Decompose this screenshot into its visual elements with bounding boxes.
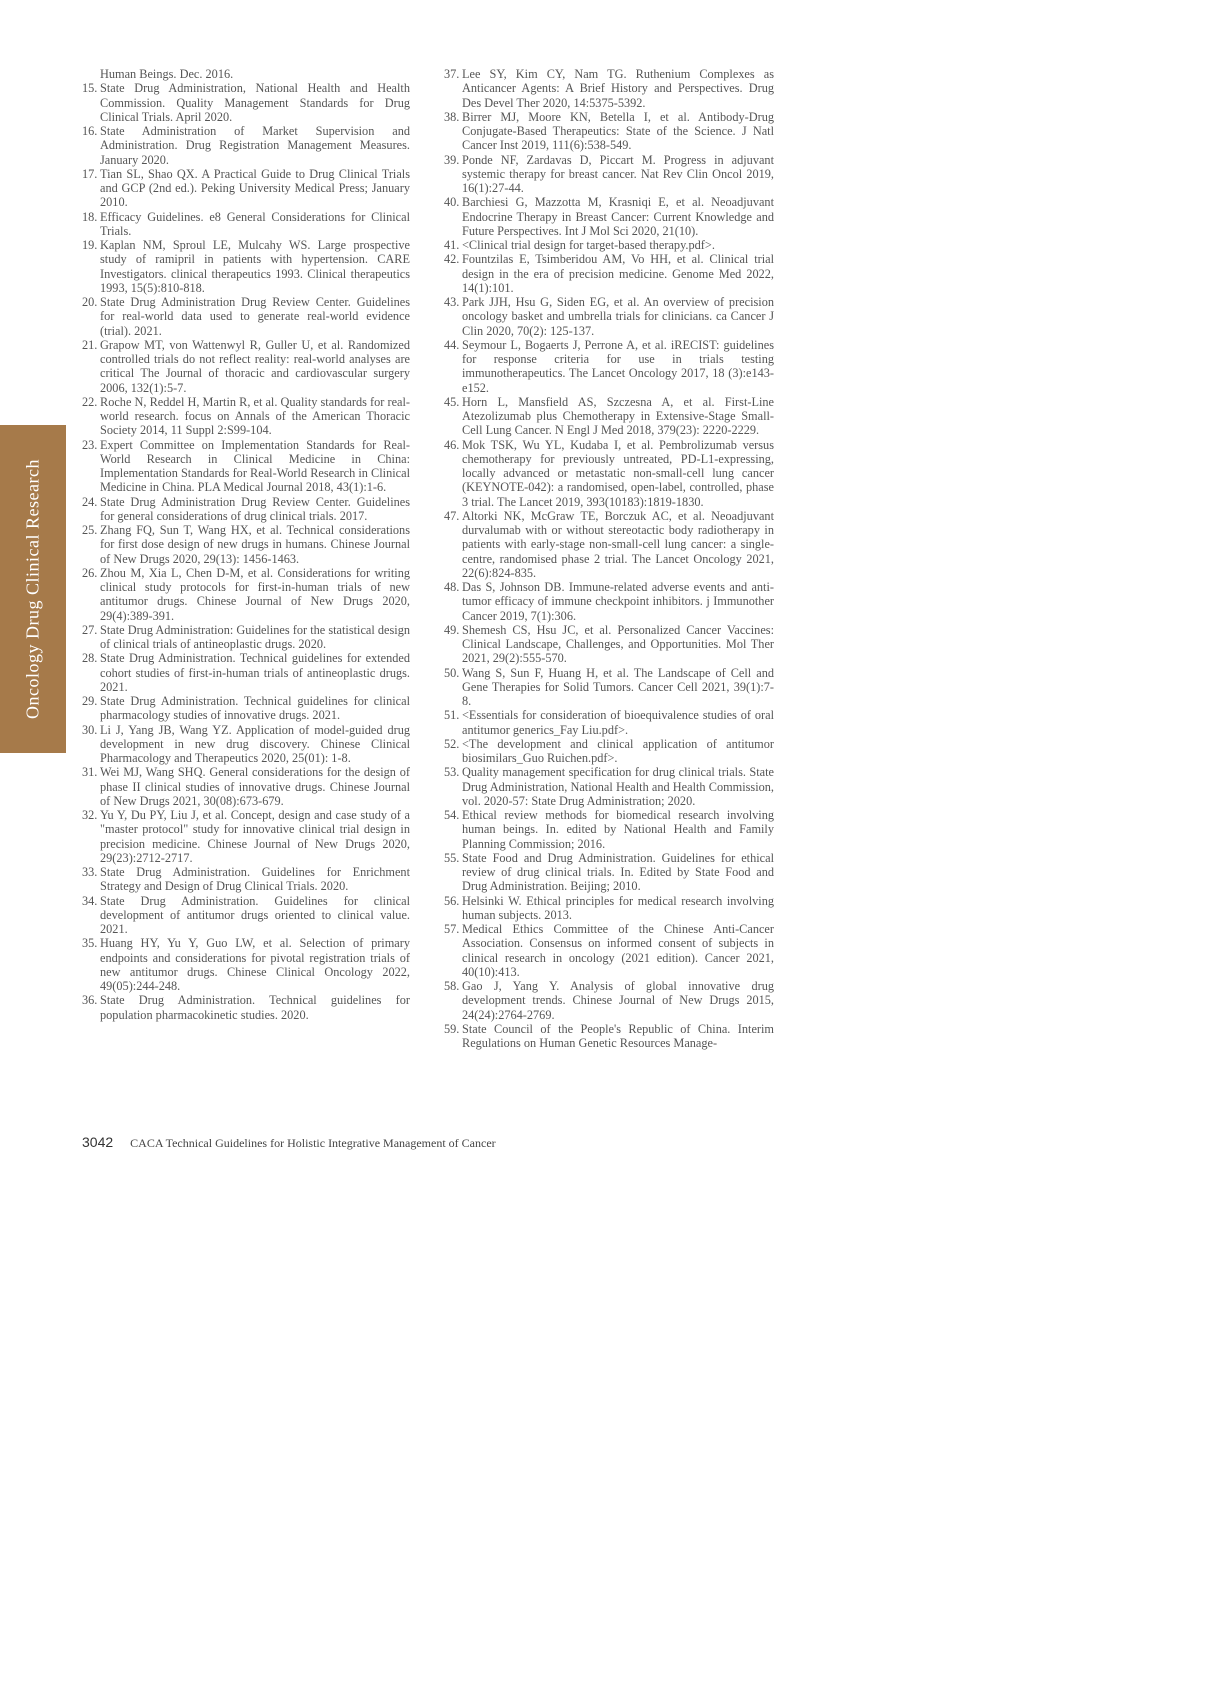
reference-item [82,81,410,124]
reference-item [444,851,774,894]
reference-number: 44. [444,337,460,352]
reference-number: 29. [82,694,98,708]
reference-text: State Food and Drug Administration. Guidelines for ethical review of drug clinical trials. In. Edited by State Food and Drug Administration. Beijing; 2010. [462,850,774,894]
reference-item [82,993,410,1022]
reference-number: 39. [444,152,460,167]
reference-item [444,395,774,438]
reference-item [444,979,774,1022]
reference-number: 19. [82,238,98,252]
reference-text: <Clinical trial design for target-based therapy.pdf>. [462,238,715,252]
reference-number: 37. [444,67,460,81]
reference-item [82,694,410,723]
reference-text: Park JJH, Hsu G, Siden EG, et al. An overview of precision oncology basket and umbrella trials for clinicians. ca Cancer J Clin 2020, 70(2): 125-137. [462,295,774,338]
reference-item [82,124,410,167]
reference-number: 48. [444,580,460,594]
reference-number: 55. [444,850,460,865]
reference-text: State Drug Administration. Technical guidelines for extended cohort studies of first-in-human trials of antineoplastic drugs. 2021. [100,651,410,694]
reference-number: 46. [444,437,460,452]
reference-text: Birrer MJ, Moore KN, Betella I, et al. Antibody-Drug Conjugate-Based Therapeutics: State of the Science. J Natl Cancer Inst 2019, 111(6):538-549. [462,109,774,153]
reference-text: Wei MJ, Wang SHQ. General considerations for the design of phase II clinical studies of innovative drugs. Chinese Journal of New Drugs 2021, 30(08):673-679. [100,765,410,808]
reference-item [82,338,410,395]
reference-item [444,252,774,295]
reference-text: Zhang FQ, Sun T, Wang HX, et al. Technical considerations for first dose design of new drugs in humans. Chinese Journal of New Drugs 2020, 29(13): 1456-1463. [100,523,410,566]
reference-text: State Drug Administration. Technical guidelines for population pharmacokinetic studies. 2020. [100,993,410,1022]
reference-text: State Drug Administration, National Health and Health Commission. Quality Management Standards for Drug Clinical Trials. April 2020. [100,81,410,124]
reference-item [82,566,410,623]
reference-text: Seymour L, Bogaerts J, Perrone A, et al. iRECIST: guidelines for response criteria for use in trials testing immunotherapeutics. The Lancet Oncology 2017, 18 (3):e143-e152. [462,337,774,395]
reference-item [444,153,774,196]
reference-list-left [82,81,410,1022]
reference-item [444,195,774,238]
reference-item [82,894,410,937]
reference-item [444,438,774,509]
reference-number: 22. [82,394,98,409]
reference-item [444,110,774,153]
section-side-tab-label: Oncology Drug Clinical Research [22,459,43,719]
reference-continuation: Human Beings. Dec. 2016. [100,67,234,81]
reference-text: Yu Y, Du PY, Liu J, et al. Concept, design and case study of a "master protocol" study for innovative clinical trial design in precision medicine. Chinese Journal of New Drugs 2020, 29(23):2712-2717. [100,808,410,865]
reference-text: <The development and clinical application of antitumor biosimilars_Guo Ruichen.pdf>. [462,736,774,765]
reference-text: Quality management specification for drug clinical trials. State Drug Administration, National Health and Health Commission, vol. 2020-57: State Drug Administration; 2020. [462,765,774,808]
reference-number: 17. [82,166,98,181]
reference-text: Shemesh CS, Hsu JC, et al. Personalized Cancer Vaccines: Clinical Landscape, Challenges, and Opportunities. Mol Ther 2021, 29(2):555-570. [462,622,774,666]
reference-item [82,495,410,524]
reference-number: 56. [444,893,460,908]
reference-number: 30. [82,722,98,737]
reference-text: State Drug Administration. Guidelines for Enrichment Strategy and Design of Drug Clinical Trials. 2020. [100,865,410,894]
reference-item [82,295,410,338]
reference-number: 41. [444,238,460,252]
reference-item [82,765,410,808]
reference-item [82,651,410,694]
references-left-column [82,67,410,1022]
reference-text: State Council of the People's Republic of China. Interim Regulations on Human Genetic Resources Manage- [462,1021,774,1050]
reference-item [444,295,774,338]
reference-number: 43. [444,295,460,309]
reference-text: Lee SY, Kim CY, Nam TG. Ruthenium Complexes as Anticancer Agents: A Brief History and Perspectives. Drug Des Devel Ther 2020, 14:5375-5392. [462,67,774,110]
reference-item [444,894,774,923]
reference-item [444,1022,774,1051]
reference-text: Mok TSK, Wu YL, Kudaba I, et al. Pembrolizumab versus chemotherapy for previously untreated, PD-L1-expressing, locally advanced or metastatic non-small-cell lung cancer (KEYNOTE-042): a randomised, open-label, controlled, phase 3 trial. The Lancet 2019, 393(10183):1819-1830. [462,437,774,509]
reference-item [444,666,774,709]
reference-item [444,238,774,252]
reference-number: 20. [82,295,98,309]
reference-item [82,623,410,652]
reference-number: 51. [444,708,460,723]
reference-number: 58. [444,979,460,993]
reference-text: Horn L, Mansfield AS, Szczesna A, et al. First-Line Atezolizumab plus Chemotherapy in Extensive-Stage Small-Cell Lung Cancer. N Engl J Med 2018, 379(23): 2220-2229. [462,394,774,438]
reference-number: 34. [82,893,98,908]
reference-number: 24. [82,494,98,509]
reference-text: Altorki NK, McGraw TE, Borczuk AC, et al. Neoadjuvant durvalumab with or without stereotactic body radiotherapy in patients with early-stage non-small-cell lung cancer: a single-centre, randomised phase 2 trial. The Lancet Oncology 2021, 22(6):824-835. [462,508,774,580]
reference-item [444,708,774,737]
reference-item [82,238,410,295]
page-footer [82,1134,496,1151]
reference-item [444,765,774,808]
reference-number: 15. [82,81,98,96]
reference-text: Ethical review methods for biomedical research involving human beings. In. edited by National Health and Family Planning Commission; 2016. [462,808,774,851]
reference-item [82,723,410,766]
reference-text: Li J, Yang JB, Wang YZ. Application of model-guided drug development in new drug discovery. Chinese Clinical Pharmacology and Therapeutics 2020, 25(01): 1-8. [100,722,410,765]
reference-number: 40. [444,195,460,210]
reference-text: Das S, Johnson DB. Immune-related adverse events and anti-tumor efficacy of immune checkpoint inhibitors. j Immunother Cancer 2019, 7(1):306. [462,580,774,623]
reference-text: Fountzilas E, Tsimberidou AM, Vo HH, et al. Clinical trial design in the era of precision medicine. Genome Med 2022, 14(1):101. [462,252,774,295]
reference-item [444,623,774,666]
reference-item [444,338,774,395]
reference-number: 53. [444,765,460,780]
reference-text: Huang HY, Yu Y, Guo LW, et al. Selection of primary endpoints and considerations for pivotal registration trials of new antitumor drugs. Chinese Clinical Oncology 2022, 49(05):244-248. [100,936,410,993]
reference-number: 32. [82,808,98,822]
reference-number: 28. [82,651,98,666]
reference-item [444,580,774,623]
reference-number: 25. [82,523,98,537]
reference-item [444,509,774,580]
reference-list-right [444,67,774,1050]
reference-number: 18. [82,209,98,224]
reference-number: 31. [82,765,98,780]
reference-text: Ponde NF, Zardavas D, Piccart M. Progress in adjuvant systemic therapy for breast cancer. Nat Rev Clin Oncol 2019, 16(1):27-44. [462,152,774,195]
reference-text: State Administration of Market Supervision and Administration. Drug Registration Management Measures. January 2020. [100,124,410,167]
reference-text: Zhou M, Xia L, Chen D-M, et al. Considerations for writing clinical study protocols for first-in-human trials of new antitumor drugs. Chinese Journal of New Drugs 2020, 29(4):389-391. [100,565,410,623]
reference-text: Gao J, Yang Y. Analysis of global innovative drug development trends. Chinese Journal of New Drugs 2015, 24(24):2764-2769. [462,979,774,1022]
reference-number: 52. [444,736,460,751]
reference-item [82,395,410,438]
reference-number: 36. [82,993,98,1008]
reference-item [82,210,410,239]
reference-number: 45. [444,394,460,409]
reference-text: Wang S, Sun F, Huang H, et al. The Landscape of Cell and Gene Therapies for Solid Tumors. Cancer Cell 2021, 39(1):7-8. [462,665,774,708]
reference-number: 33. [82,865,98,879]
reference-text: Medical Ethics Committee of the Chinese Anti-Cancer Association. Consensus on informed consent of subjects in clinical research in oncology (2021 edition). Cancer 2021, 40(10):413. [462,922,774,979]
reference-number: 59. [444,1021,460,1036]
references-right-column [444,67,774,1050]
reference-number: 57. [444,922,460,936]
page-number: 3042 [82,1134,114,1150]
reference-number: 50. [444,665,460,680]
reference-item [444,808,774,851]
reference-item [82,167,410,210]
reference-text: State Drug Administration Drug Review Center. Guidelines for real-world data used to generate real-world evidence (trial). 2021. [100,295,410,338]
reference-item [444,737,774,766]
reference-text: Barchiesi G, Mazzotta M, Krasniqi E, et al. Neoadjuvant Endocrine Therapy in Breast Cancer: Current Knowledge and Future Perspectives. Int J Mol Sci 2020, 21(10). [462,195,774,238]
reference-item [444,67,774,110]
reference-text: Expert Committee on Implementation Standards for Real-World Research in Clinical Medicine in China: Implementation Standards for Real-World Research in Clinical Medicine in China. PLA Medical Journal 2018, 43(1):1-6. [100,437,410,495]
reference-item [82,808,410,865]
reference-item [82,523,410,566]
reference-number: 47. [444,508,460,523]
reference-text: State Drug Administration. Technical guidelines for clinical pharmacology studies of innovative drugs. 2021. [100,694,410,723]
reference-number: 38. [444,109,460,124]
reference-text: <Essentials for consideration of bioequivalence studies of oral antitumor generics_Fay Liu.pdf>. [462,708,774,737]
reference-text: Kaplan NM, Sproul LE, Mulcahy WS. Large prospective study of ramipril in patients with hypertension. CARE Investigators. clinical therapeutics 1993. Clinical therapeutics 1993, 15(5):810-818. [100,238,410,295]
reference-item [82,936,410,993]
reference-item [82,438,410,495]
reference-number: 27. [82,622,98,637]
reference-number: 23. [82,437,98,452]
reference-text: Efficacy Guidelines. e8 General Considerations for Clinical Trials. [100,209,410,238]
reference-number: 16. [82,124,98,138]
reference-number: 54. [444,808,460,822]
reference-text: State Drug Administration. Guidelines for clinical development of antitumor drugs oriented to clinical value. 2021. [100,893,410,936]
reference-number: 49. [444,622,460,637]
reference-text: Tian SL, Shao QX. A Practical Guide to Drug Clinical Trials and GCP (2nd ed.). Peking University Medical Press; January 2010. [100,166,410,210]
section-side-tab [0,425,66,753]
reference-number: 26. [82,565,98,580]
reference-number: 21. [82,337,98,352]
reference-number: 35. [82,936,98,951]
reference-number: 42. [444,252,460,267]
reference-item [444,922,774,979]
reference-text: Grapow MT, von Wattenwyl R, Guller U, et al. Randomized controlled trials do not reflect reality: real-world analyses are critical The Journal of thoracic and cardiovascular surgery 2006, 132(1):5-7. [100,337,410,395]
reference-text: State Drug Administration: Guidelines for the statistical design of clinical trials of antineoplastic drugs. 2020. [100,622,410,651]
reference-item [82,865,410,894]
reference-text: State Drug Administration Drug Review Center. Guidelines for general considerations of drug clinical trials. 2017. [100,494,410,523]
reference-text: Helsinki W. Ethical principles for medical research involving human subjects. 2013. [462,893,774,922]
reference-text: Roche N, Reddel H, Martin R, et al. Quality standards for real-world research. focus on Annals of the American Thoracic Society 2014, 11 Suppl 2:S99-104. [100,394,410,438]
journal-title: CACA Technical Guidelines for Holistic Integrative Management of Cancer [130,1136,496,1150]
